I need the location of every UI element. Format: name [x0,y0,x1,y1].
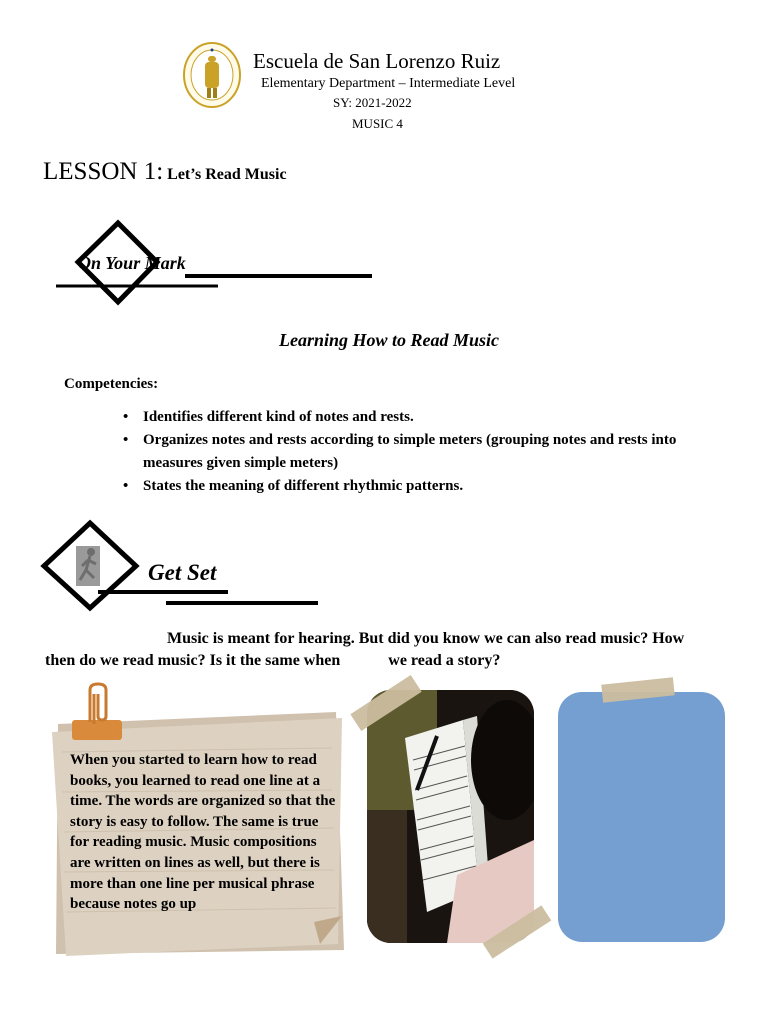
list-item: • Organizes notes and rests according to simple meters (grouping notes and rests into measures given simple meters) [123,429,713,475]
subject-label: MUSIC 4 [352,116,403,131]
bullet-icon: • [123,478,129,494]
bullet-icon: • [123,432,129,448]
paper-clip-icon [70,682,126,744]
get-set-label: Get Set [148,560,217,585]
school-name: Escuela de San Lorenzo Ruiz [253,49,501,73]
on-your-mark-label: On Your Mark [78,253,186,273]
intro-line-2: then do we read music? Is it the same when we read a story? [45,652,501,669]
note-card-text: When you started to learn how to read books, you learned to read one line at a time. The words are organized so that the story is easy to follow. The same is true for reading music. Music compositions are written on lines as well, but there is more than one line per musical phrase because notes go up [70,752,336,913]
reading-music-photo [367,690,534,943]
bullet-icon: • [123,409,129,425]
department-line: Elementary Department – Intermediate Level [261,76,516,91]
section-title: Learning How to Read Music [278,330,500,350]
lesson-heading [43,158,287,186]
list-item: • States the meaning of different rhythmic patterns. [123,475,713,498]
lesson-title: Let’s Read Music [167,166,287,183]
blue-image-frame [558,692,725,942]
intro-paragraph [45,628,735,672]
intro-line-1: Music is meant for hearing. But did you know we can also read music? How [167,630,685,647]
lesson-number: LESSON 1: [43,158,164,185]
list-item: • Identifies different kind of notes and rests. [123,406,713,429]
competencies-label: Competencies: [64,376,159,392]
school-year: SY: 2021-2022 [333,95,412,110]
competencies-list [123,406,713,498]
school-seal-logo [183,42,241,108]
